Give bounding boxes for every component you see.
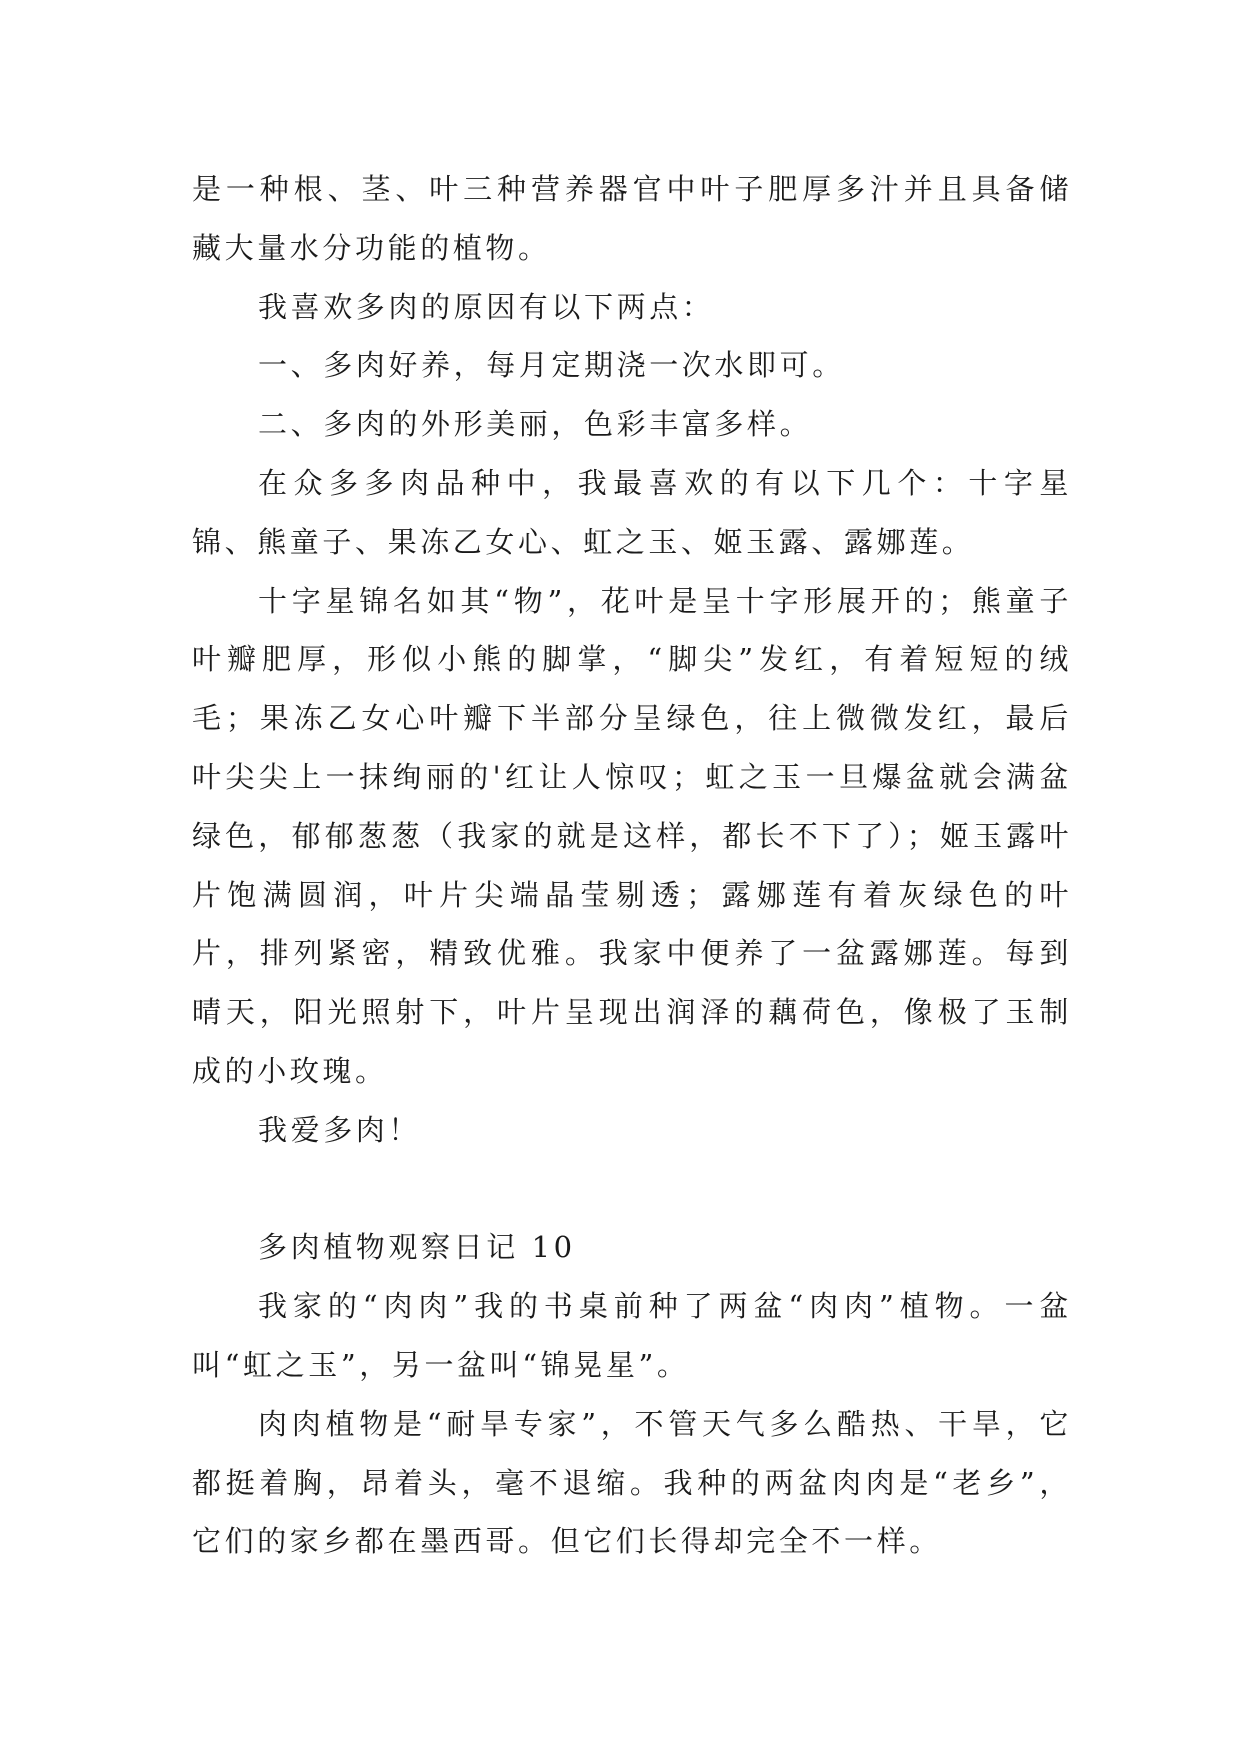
section-spacer — [192, 1160, 1072, 1219]
paragraph: 是一种根、茎、叶三种营养器官中叶子肥厚多汁并且具备储藏大量水分功能的植物。 — [192, 172, 1072, 265]
paragraph: 十字星锦名如其“物”，花叶是呈十字形展开的；熊童子叶瓣肥厚，形似小熊的脚掌，“脚尖”发红，有着短短的绒毛；果冻乙女心叶瓣下半部分呈绿色，往上微微发红，最后叶尖尖上一抹绚丽的'红让人惊叹；虹之玉一旦爆盆就会满盆绿色，郁郁葱葱（我家的就是这样，都长不下了）；姬玉露叶片饱满圆润，叶片尖端晶莹剔透；露娜莲有着灰绿色的叶片，排列紧密，精致优雅。我家中便养了一盆露娜莲。每到晴天，阳光照射下，叶片呈现出润泽的藕荷色，像极了玉制成的小玫瑰。 — [192, 583, 1072, 1088]
section-title: 多肉植物观察日记 10 — [258, 1230, 576, 1265]
paragraph: 我家的“肉肉”我的书桌前种了两盆“肉肉”植物。一盆叫“虹之玉”，另一盆叫“锦晃星”。 — [192, 1289, 1072, 1382]
paragraph: 一、多肉好养，每月定期浇一次水即可。 — [258, 348, 845, 383]
paragraph: 肉肉植物是“耐旱专家”，不管天气多么酷热、干旱，它都挺着胸，昂着头，毫不退缩。我种的两盆肉肉是“老乡”，它们的家乡都在墨西哥。但它们长得却完全不一样。 — [192, 1406, 1072, 1559]
paragraph: 在众多多肉品种中，我最喜欢的有以下几个：十字星锦、熊童子、果冻乙女心、虹之玉、姬玉露、露娜莲。 — [192, 465, 1072, 559]
paragraph: 二、多肉的外形美丽，色彩丰富多样。 — [258, 407, 813, 442]
paragraph: 我喜欢多肉的原因有以下两点： — [258, 289, 715, 324]
document-body — [192, 160, 1072, 1571]
paragraph: 我爱多肉！ — [258, 1112, 422, 1147]
